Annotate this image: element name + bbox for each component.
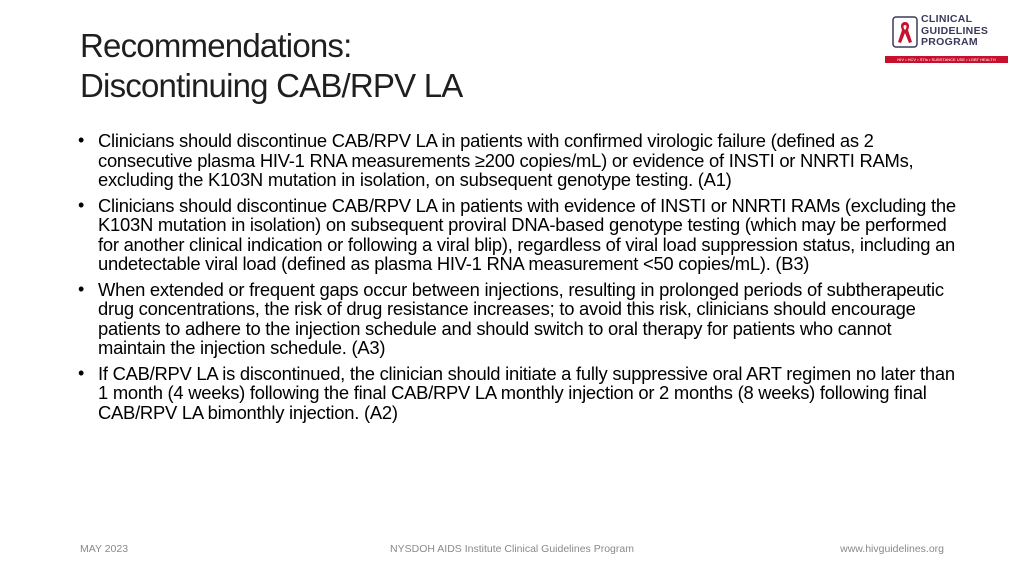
recommendation-item: • Clinicians should discontinue CAB/RPV LA in patients with evidence of INSTI or NNRTI RAMs (excluding the K103N mutation in isolation) on subsequent proviral DNA-based genotype testing (which may be performed for another clinical indication or following a viral blip), regardless of viral load suppression status, including an undetectable viral load (defined as plasma HIV-1 RNA measurement <50 copies/mL). (B3) <box>76 196 956 274</box>
red-ribbon-icon <box>892 16 918 50</box>
title-line-1: Recommendations: <box>80 27 352 64</box>
logo-line-3: PROGRAM <box>921 36 978 48</box>
recommendation-item: • Clinicians should discontinue CAB/RPV LA in patients with confirmed virologic failure (defined as 2 consecutive plasma HIV-1 RNA measurements ≥200 copies/mL) or evidence of INSTI or NNRTI RAMs, excluding the K103N mutation in isolation, on subsequent genotype testing. (A1) <box>76 131 956 190</box>
clinical-guidelines-logo <box>885 14 1008 64</box>
footer-website: www.hivguidelines.org <box>840 543 944 555</box>
footer-program: NYSDOH AIDS Institute Clinical Guidelines Program <box>390 543 634 555</box>
logo-tagline-bar: HIV • HCV • STIs • SUBSTANCE USE • LGBT HEALTH <box>885 56 1008 63</box>
footer-date: MAY 2023 <box>80 543 129 555</box>
recommendation-item: • If CAB/RPV LA is discontinued, the clinician should initiate a fully suppressive oral ART regimen no later than 1 month (4 weeks) following the final CAB/RPV LA monthly injection or 2 months (8 weeks) following final CAB/RPV LA bimonthly injection. (A2) <box>76 364 956 423</box>
logo-line-2: GUIDELINES <box>921 24 989 37</box>
page-title <box>80 26 463 106</box>
logo-line-1: CLINICAL <box>921 13 973 25</box>
logo-wordmark <box>921 14 988 49</box>
title-line-2: Discontinuing CAB/RPV LA <box>80 67 463 104</box>
recommendation-item: • When extended or frequent gaps occur between injections, resulting in prolonged periods of subtherapeutic drug concentrations, the risk of drug resistance increases; to avoid this risk, clinicians should encourage patients to adhere to the injection schedule and should switch to oral therapy for patients who cannot maintain the injection schedule. (A3) <box>76 280 956 358</box>
recommendation-list <box>76 131 956 428</box>
